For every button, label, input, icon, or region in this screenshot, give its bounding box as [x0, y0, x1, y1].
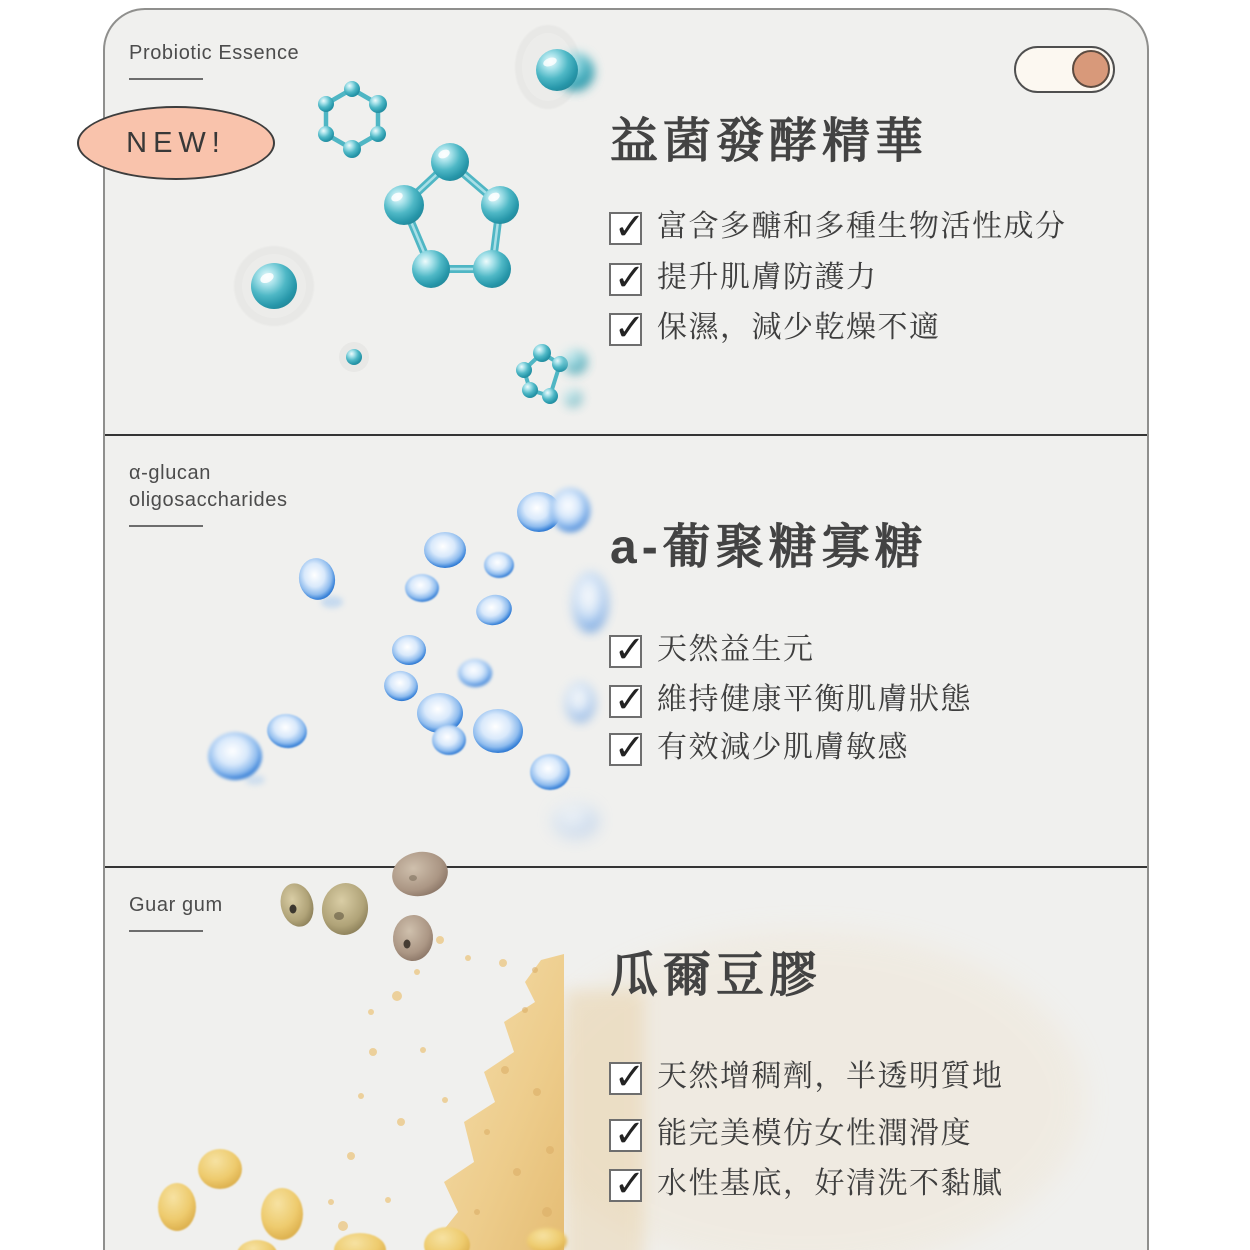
checkbox-checked[interactable] — [609, 1163, 646, 1204]
checkbox-checked[interactable] — [609, 629, 646, 670]
checkbox-checked[interactable] — [609, 1113, 646, 1154]
toggle-switch[interactable] — [1014, 46, 1115, 93]
checkbox-checked[interactable] — [609, 206, 646, 247]
section-label-text: Guar gum — [129, 894, 223, 916]
guar-bean-graphic — [276, 847, 452, 962]
check-icon: ✓ — [614, 679, 646, 720]
section-title: 瓜爾豆膠 — [610, 949, 823, 1002]
checklist-item-label: 富含多醣和多種生物活性成分 — [657, 210, 1067, 243]
checkbox-checked[interactable] — [609, 1056, 646, 1097]
checklist-item — [609, 1113, 972, 1154]
checklist-item — [609, 257, 878, 298]
checklist-item-label: 有效減少肌膚敏感 — [657, 731, 909, 764]
checklist-item — [609, 307, 941, 348]
toggle-knob[interactable] — [1072, 50, 1110, 88]
section-label-underline — [129, 78, 203, 80]
check-icon: ✓ — [614, 206, 646, 247]
check-icon: ✓ — [614, 257, 646, 298]
checklist-item — [609, 1163, 1004, 1204]
section-label-underline — [129, 525, 203, 527]
section-divider — [105, 866, 1147, 868]
check-icon: ✓ — [614, 727, 646, 768]
new-badge-label: NEW! — [126, 126, 226, 159]
checklist-item-label: 天然增稠劑，半透明質地 — [657, 1060, 1004, 1093]
checkbox-checked[interactable] — [609, 307, 646, 348]
section-label — [129, 460, 334, 527]
checkbox-checked[interactable] — [609, 679, 646, 720]
check-icon: ✓ — [614, 629, 646, 670]
check-icon: ✓ — [614, 1113, 646, 1154]
ingredient-card — [103, 8, 1149, 1250]
check-icon: ✓ — [614, 307, 646, 348]
molecule-graphic — [234, 25, 594, 407]
section-title: 益菌發酵精華 — [610, 115, 929, 168]
checklist-item — [609, 727, 909, 768]
water-droplet-graphic — [208, 488, 608, 836]
new-badge — [77, 106, 275, 180]
checklist-item-label: 提升肌膚防護力 — [657, 261, 878, 294]
section-label-text: Probiotic Essence — [129, 42, 300, 64]
checklist-item-label: 保濕，減少乾燥不適 — [657, 311, 941, 344]
gel-drop-graphic — [158, 1149, 567, 1250]
section-label-underline — [129, 930, 203, 932]
check-icon: ✓ — [614, 1056, 646, 1097]
checklist-item-label: 水性基底，好清洗不黏膩 — [657, 1167, 1004, 1200]
checklist-item — [609, 629, 815, 670]
checklist-item-label: 能完美模仿女性潤滑度 — [657, 1117, 972, 1150]
section-label — [129, 40, 299, 80]
section-title: a-葡聚糖寡糖 — [610, 521, 928, 574]
section-label-text: α-glucan oligosaccharides — [129, 462, 288, 511]
checklist-item — [609, 206, 1067, 247]
check-icon: ✓ — [614, 1163, 646, 1204]
checkbox-checked[interactable] — [609, 727, 646, 768]
checklist-item-label: 維持健康平衡肌膚狀態 — [657, 683, 972, 716]
checkbox-checked[interactable] — [609, 257, 646, 298]
section-label — [129, 892, 223, 932]
checklist-item — [609, 1056, 1004, 1097]
checklist-item-label: 天然益生元 — [657, 633, 815, 666]
section-divider — [105, 434, 1147, 436]
checklist-item — [609, 679, 972, 720]
